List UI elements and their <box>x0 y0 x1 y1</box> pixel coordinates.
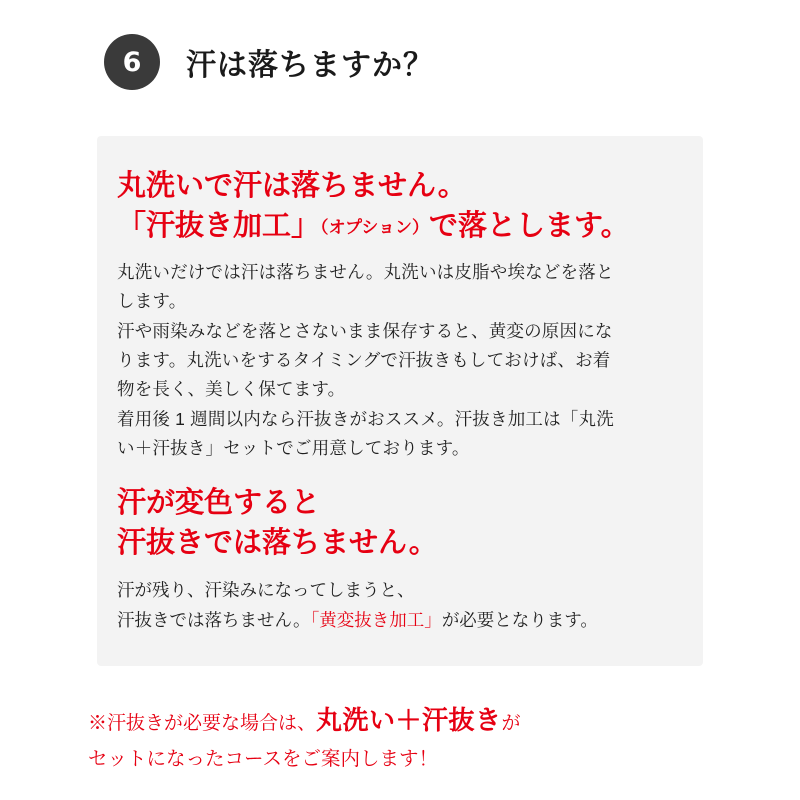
answer-body-line: 汗や雨染みなどを落とさないまま保存すると、黄変の原因にな <box>117 320 613 341</box>
headline-option-note: （オプション） <box>320 218 429 238</box>
footnote-prefix: ※汗抜きが必要な場合は、 <box>88 713 317 734</box>
answer-body-line: 着用後 1 週間以内なら汗抜きがおススメ。汗抜き加工は「丸洗 <box>117 408 614 429</box>
answer-body-line: 丸洗いだけでは汗は落ちません。丸洗いは皮脂や埃などを落と <box>117 262 614 283</box>
secondary-line2-tail: が必要となります。 <box>441 610 598 631</box>
answer-body-secondary-line1: 汗が残り、汗染みになってしまうと、 <box>117 580 415 601</box>
primary-headline <box>117 166 681 246</box>
footnote-suffix: が <box>501 713 521 734</box>
footnote-emphasis: 丸洗い＋汗抜き <box>316 705 502 735</box>
primary-headline-line1: 丸洗いで汗は落ちません。 <box>117 170 467 202</box>
answer-body-line: ります。丸洗いをするタイミングで汗抜きもしておけば、お着 <box>117 350 611 371</box>
yellowing-removal-label: 「黄変抜き加工」 <box>310 610 442 631</box>
answer-body-line: 物を長く、美しく保てます。 <box>117 379 346 400</box>
secondary-line2-head: 汗抜きでは落ちません。 <box>117 610 311 631</box>
footnote-line2: セットになったコースをご案内します！ <box>88 747 439 770</box>
secondary-headline <box>117 484 681 563</box>
answer-body-secondary <box>117 576 681 636</box>
answer-body-line: します。 <box>117 291 187 312</box>
answer-body-secondary-line2 <box>117 606 681 636</box>
question-number-badge: 6 <box>104 34 160 90</box>
page-title: 汗は落ちますか？ <box>186 49 434 82</box>
footnote <box>88 700 728 775</box>
secondary-headline-line2: 汗抜きでは落ちません。 <box>117 526 438 559</box>
headline-option-label: 「汗抜き加工」 <box>117 210 321 243</box>
answer-body-line: い＋汗抜き」セットでご用意しております。 <box>117 438 470 459</box>
headline-line2-tail: で落とします。 <box>429 210 630 243</box>
faq-header <box>104 34 434 90</box>
answer-body <box>117 258 681 462</box>
answer-panel <box>97 136 703 666</box>
primary-headline-line2 <box>117 206 681 246</box>
answer-panel-content <box>97 136 703 636</box>
secondary-headline-line1: 汗が変色すると <box>117 487 321 520</box>
